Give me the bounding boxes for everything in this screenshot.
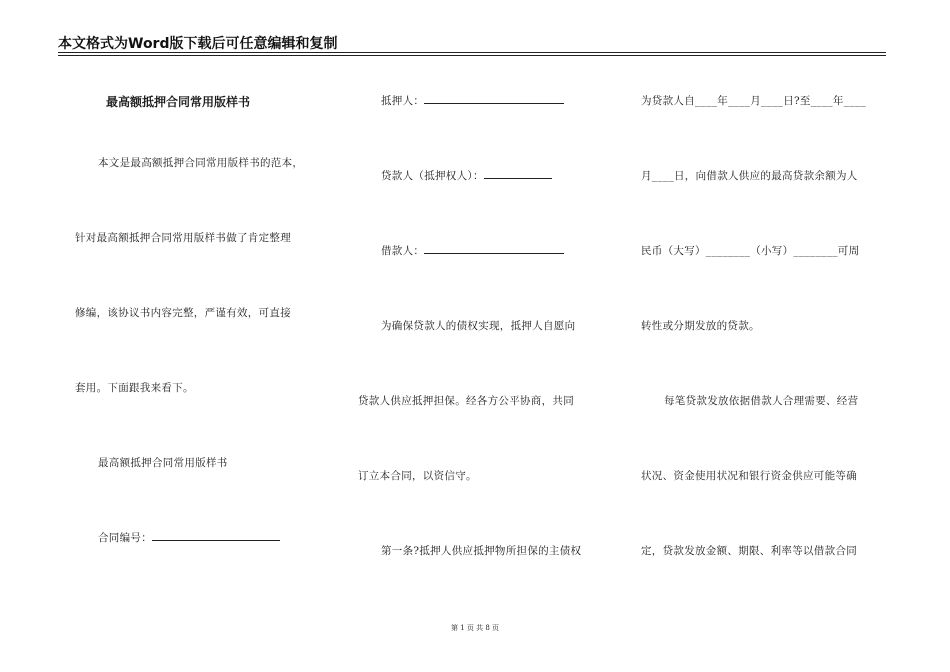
body-line: 民币（大写）________（小写）________可周 [641, 245, 860, 257]
lender-label: 贷款人（抵押权人）： [381, 170, 484, 182]
body-line: 贷款人供应抵押担保。经各方公平协商，共同 [358, 395, 574, 407]
body-line: 套用。下面跟我来看下。 [75, 382, 194, 394]
body-line: 每笔贷款发放依据借款人合理需要、经营 [664, 395, 859, 407]
mortgagor-blank [424, 93, 564, 104]
borrower-field [381, 243, 564, 258]
lender-blank [484, 168, 552, 179]
lender-field [381, 168, 552, 183]
body-line: 本文是最高额抵押合同常用版样书的范本， [98, 157, 304, 169]
borrower-blank [424, 243, 564, 254]
body-line: 第一条?抵押人供应抵押物所担保的主债权 [381, 545, 582, 557]
body-line: 针对最高额抵押合同常用版样书做了肯定整理 [75, 232, 291, 244]
body-line: 状况、资金使用状况和银行资金供应可能等确 [641, 470, 857, 482]
page-number: 第 1 页 共 8 页 [450, 624, 500, 632]
header-rule-top [58, 52, 886, 53]
body-line: 修编，该协议书内容完整，严谨有效，可直接 [75, 307, 291, 319]
body-line: 订立本合同，以资信守。 [358, 470, 477, 482]
body-line: 为确保贷款人的债权实现，抵押人自愿向 [381, 320, 576, 332]
mortgagor-field [381, 93, 564, 108]
document-banner: 本文格式为Word版下载后可任意编辑和复制 [58, 36, 338, 52]
body-line: 为贷款人自____年____月____日?至____年____ [641, 95, 866, 107]
mortgagor-label: 抵押人： [381, 95, 425, 107]
section-title: 最高额抵押合同常用版样书 [98, 457, 228, 469]
borrower-label: 借款人： [381, 245, 425, 257]
body-line: 定，贷款发放金额、期限、利率等以借款合同 [641, 545, 857, 557]
body-line: 月____日，向借款人供应的最高贷款余额为人 [641, 170, 858, 182]
contract-number-field [98, 530, 280, 545]
contract-number-blank [152, 530, 280, 541]
body-line: 转性或分期发放的贷款。 [641, 320, 760, 332]
header-rule-bottom [58, 55, 886, 56]
contract-number-label: 合同编号： [98, 532, 152, 544]
document-title: 最高额抵押合同常用版样书 [106, 95, 251, 109]
